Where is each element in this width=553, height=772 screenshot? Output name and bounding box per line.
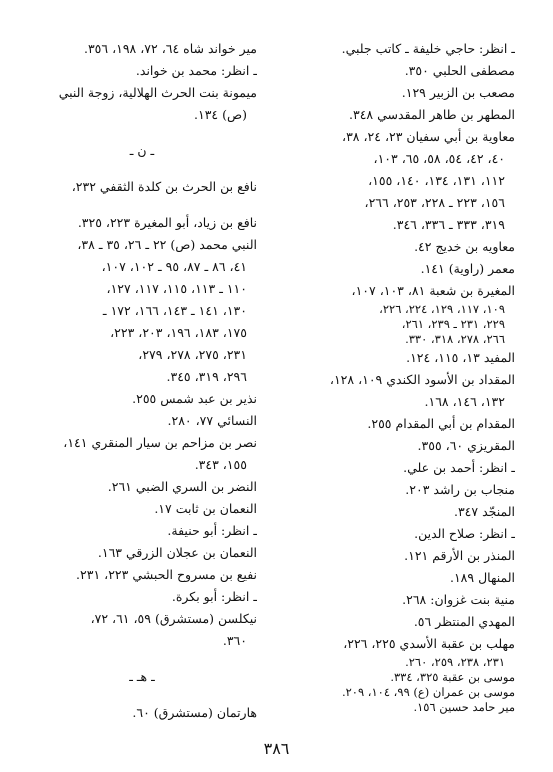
index-entry-line: ١١٢، ١٣١، ١٣٤، ١٤٠، ١٥٥، xyxy=(368,173,505,188)
index-entry-line: ٣٦٠. xyxy=(222,633,247,648)
index-entry-line: (ص) ١٣٤. xyxy=(194,107,247,122)
index-entry-line: ٣١٩، ٣٣٣ ـ ٣٣٦، ٣٤٦. xyxy=(392,217,505,232)
index-entry-line: ـ انظر: حاجي خليفة ـ كاتب جلبي. xyxy=(341,41,515,56)
index-entry-line: منجاب بن راشد ٢٠٣. xyxy=(405,482,515,497)
index-entry-line: منية بنت غزوان: ٢٦٨. xyxy=(402,592,515,607)
index-entry-line: ميمونة بنت الحرث الهلالية، زوجة النبي xyxy=(58,85,257,100)
index-entry-line: النعمان بن عجلان الزرقي ١٦٣. xyxy=(97,545,257,560)
index-entry-line: ٤٠، ٤٢، ٥٤، ٥٨، ٦٥، ١٠٣، xyxy=(373,151,505,166)
index-entry-line: النعمان بن ثابت ١٧. xyxy=(154,501,257,516)
index-entry-line: ٤١، ٨٦ ـ ٨٧، ٩٥ ـ ١٠٢، ١٠٧، xyxy=(101,259,247,274)
index-entry-line: المغيرة بن شعبة ٨١، ١٠٣، ١٠٧، xyxy=(351,283,515,298)
index-entry-line: المنذر بن الأرقم ١٢١. xyxy=(404,548,515,563)
index-entry-line: ٢٢٩، ٢٣١ ـ ٢٣٩، ٢٦١، xyxy=(401,317,505,331)
index-entry-line: نصر بن مزاحم بن سيار المنقري ١٤١، xyxy=(63,435,257,450)
index-entry-line: ٢٣١، ٢٣٨، ٢٥٩، ٢٦٠. xyxy=(405,655,505,669)
spacer xyxy=(27,126,257,140)
index-entry-line: نذير بن عبد شمس ٢٥٥. xyxy=(132,391,257,406)
index-entry-line: نافع بن الحرث بن كلدة الثقفي ٢٣٢، xyxy=(71,179,257,194)
index-entry-line: المقدام بن أبي المقدام ٢٥٥. xyxy=(367,416,515,431)
index-entry-line: ١٠٩، ١١٧، ١٢٩، ٢٢٤، ٢٢٦، xyxy=(379,302,505,316)
index-entry-line: مير حامد حسين ١٥٦. xyxy=(413,700,515,714)
index-entry-line: المقداد بن الأسود الكندي ١٠٩، ١٢٨، xyxy=(329,372,515,387)
index-entry-line: ١٥٦، ٢٢٣ ـ ٢٢٨، ٢٥٣، ٢٦٦، xyxy=(364,195,505,210)
index-entry-line: النبي محمد (ص) ٢٢ ـ ٢٦، ٣٥ ـ ٣٨، xyxy=(77,237,257,252)
index-entry-line: ٢٣١، ٢٧٥، ٢٧٨، ٢٧٩، xyxy=(138,347,247,362)
index-entry-line: ١١٠ ـ ١١٣، ١١٥، ١١٧، ١٢٧، xyxy=(106,281,247,296)
index-entry-line: ـ انظر: أبو حنيفة. xyxy=(167,523,257,538)
section-letter-heading: ـ هـ ـ xyxy=(129,669,155,684)
index-entry-line: ١٣٢، ١٤٦، ١٦٨. xyxy=(424,394,505,409)
index-entry-line: ـ انظر: أحمد بن علي. xyxy=(403,460,515,475)
index-entry-line: المقريزي ٦٠، ٣٥٥. xyxy=(417,438,515,453)
index-entry-line: ٢٦٦، ٢٧٨، ٣١٨، ٣٣٠. xyxy=(405,332,505,346)
index-entry-line: نافع بن زياد، أبو المغيرة ٢٢٣، ٣٢٥. xyxy=(77,215,257,230)
spacer xyxy=(27,688,257,702)
index-entry-line: ١٧٥، ١٨٣، ١٩٦، ٢٠٣، ٢٢٣، xyxy=(110,325,247,340)
index-entry-line: موسى بن عمران (ع) ٩٩، ١٠٤، ٢٠٩. xyxy=(341,685,515,699)
spacer xyxy=(27,162,257,176)
index-column-left xyxy=(27,38,257,724)
page-number: ٣٨٦ xyxy=(263,739,290,758)
index-entry-line: معاوية بن أبي سفيان ٢٣، ٢٤، ٣٨، xyxy=(342,129,515,144)
index-column-right xyxy=(283,38,515,715)
index-entry-line: المطهر بن طاهر المقدسي ٣٤٨. xyxy=(349,107,515,122)
spacer xyxy=(27,652,257,666)
index-entry-line: نيكلسن (مستشرق) ٥٩، ٦١، ٧٢، xyxy=(90,611,257,626)
index-entry-line: ١٣٠، ١٤١ ـ ١٤٣، ١٦٦، ١٧٢ ـ xyxy=(102,303,247,318)
index-entry-line: نفيع بن مسروح الحبشي ٢٢٣، ٢٣١. xyxy=(76,567,257,582)
section-letter-heading: ـ ن ـ xyxy=(129,143,155,158)
index-entry-line: مهلب بن عقبة الأسدي ٢٢٥، ٢٢٦، xyxy=(343,636,515,651)
index-entry-line: ١٥٥، ٣٤٣. xyxy=(194,457,247,472)
index-entry-line: مصطفى الحلبي ٣٥٠. xyxy=(404,63,515,78)
index-entry-line: المهدي المنتظر ٥٦. xyxy=(413,614,515,629)
index-entry-line: المنجّد ٣٤٧. xyxy=(453,504,515,519)
index-entry-line: ـ انظر: محمد بن خواند. xyxy=(135,63,257,78)
index-entry-line: النسائي ٧٧، ٢٨٠. xyxy=(167,413,257,428)
index-entry-line: مير خواند شاه ٦٤، ٧٢، ١٩٨، ٣٥٦. xyxy=(83,41,257,56)
index-entry-line: موسى بن عقبة ٣٢٥، ٣٣٤. xyxy=(390,670,515,684)
index-entry-line: معمر (راوية) ١٤١. xyxy=(420,261,515,276)
index-entry-line: ـ انظر: أبو بكرة. xyxy=(171,589,257,604)
index-entry-line: ٢٩٦، ٣١٩، ٣٤٥. xyxy=(166,369,247,384)
index-entry-line: معاويه بن خديج ٤٢. xyxy=(414,239,515,254)
spacer xyxy=(27,198,257,212)
index-entry-line: المنهال ١٨٩. xyxy=(449,570,515,585)
index-entry-line: ـ انظر: صلاح الدين. xyxy=(414,526,515,541)
index-entry-line: هارتمان (مستشرق) ٦٠. xyxy=(132,705,257,720)
index-entry-line: النضر بن السري الضبي ٢٦١. xyxy=(107,479,257,494)
index-entry-line: مصعب بن الزبير ١٢٩. xyxy=(401,85,515,100)
index-entry-line: المفيد ١٣، ١١٥، ١٢٤. xyxy=(406,350,515,365)
